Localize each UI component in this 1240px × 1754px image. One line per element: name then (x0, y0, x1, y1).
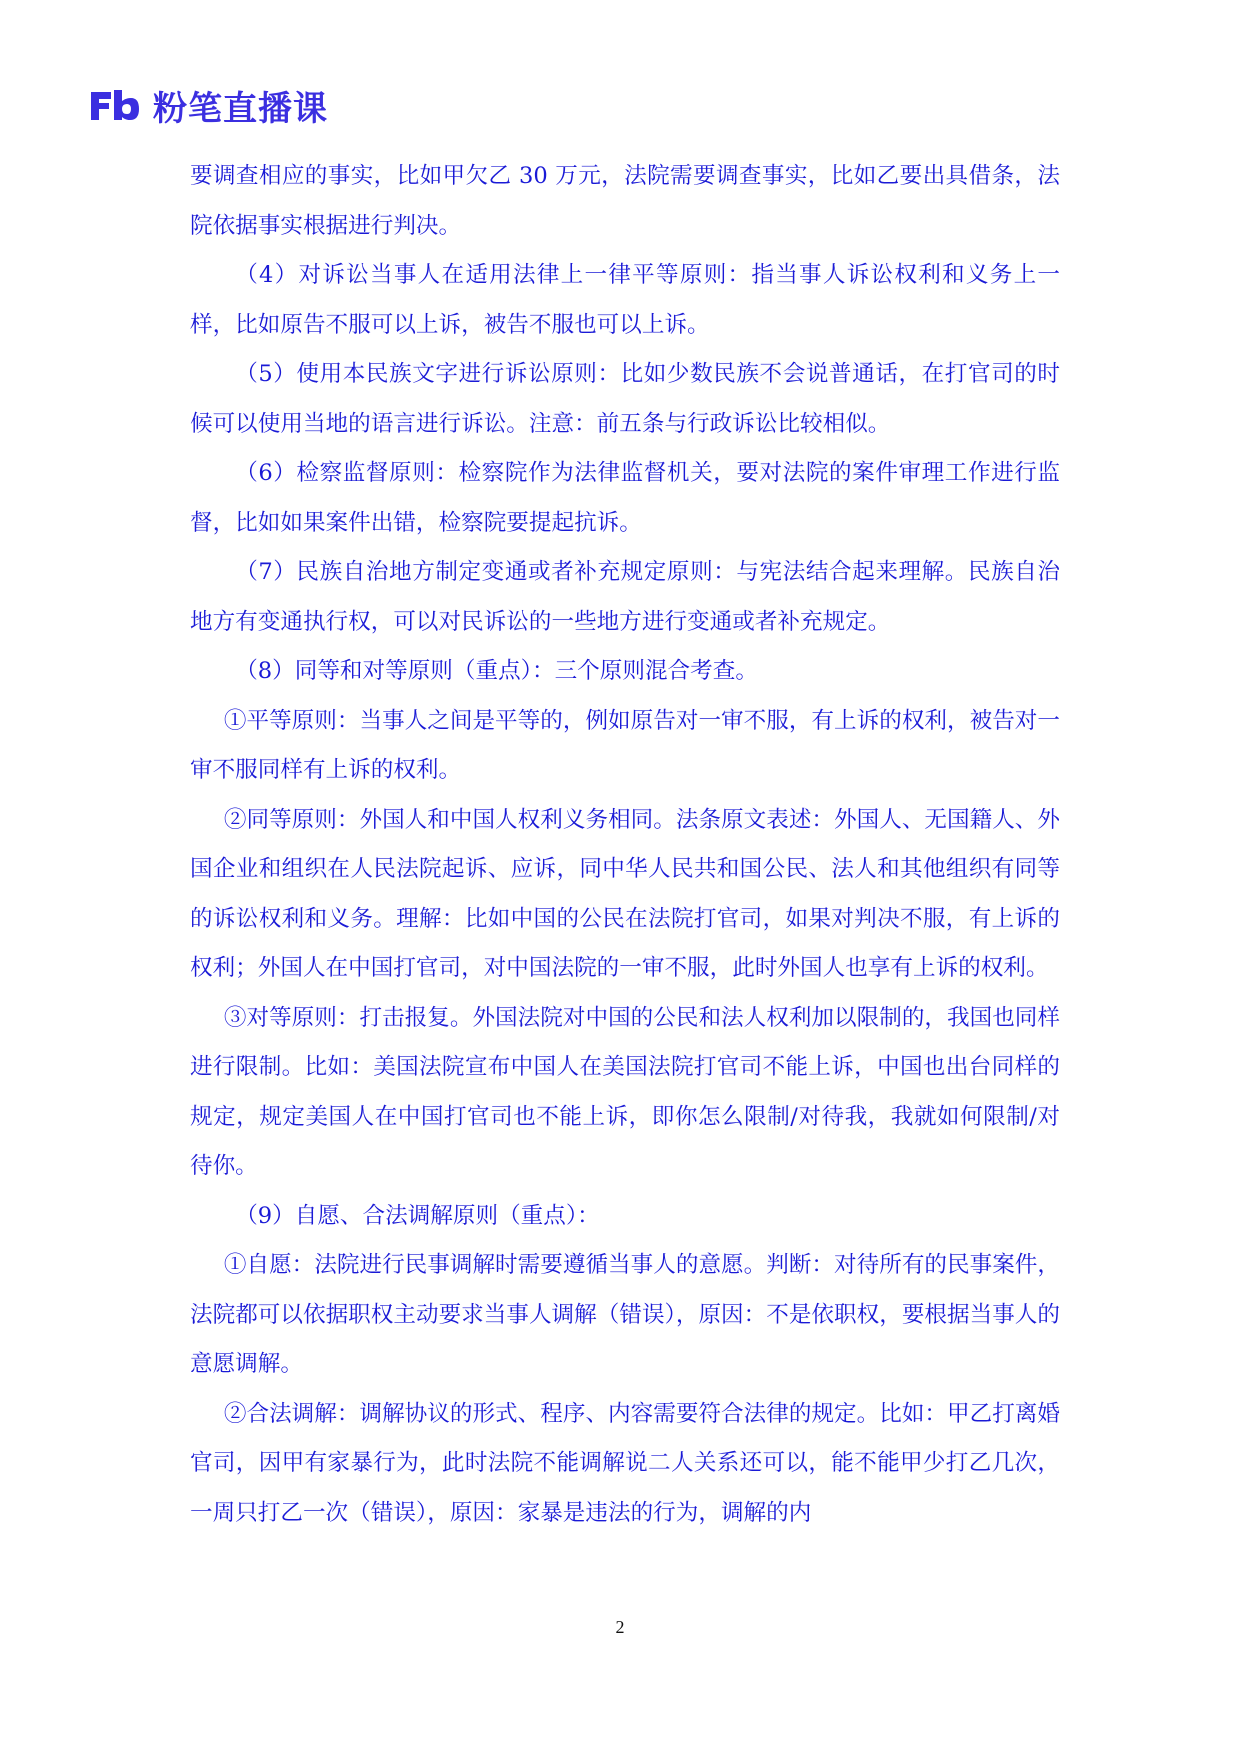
paragraph: ②同等原则：外国人和中国人权利义务相同。法条原文表述：外国人、无国籍人、外国企业和组织在人民法院起诉、应诉，同中华人民共和国公民、法人和其他组织有同等的诉讼权利和义务。理解：比如中国的公民在法院打官司，如果对判决不服，有上诉的权利；外国人在中国打官司，对中国法院的一审不服，此时外国人也享有上诉的权利。 (190, 806, 1060, 981)
paragraph: （8）同等和对等原则（重点）：三个原则混合考查。 (235, 658, 758, 684)
paragraph: ③对等原则：打击报复。外国法院对中国的公民和法人权利加以限制的，我国也同样进行限制。比如：美国法院宣布中国人在美国法院打官司不能上诉，中国也出台同样的规定，规定美国人在中国打官司也不能上诉，即你怎么限制/对待我，我就如何限制/对待你。 (190, 1004, 1060, 1179)
paragraph: ①平等原则：当事人之间是平等的，例如原告对一审不服，有上诉的权利，被告对一审不服同样有上诉的权利。 (190, 707, 1060, 783)
paragraph: （9）自愿、合法调解原则（重点）： (235, 1202, 600, 1229)
paragraph: （6）检察监督原则：检察院作为法律监督机关，要对法院的案件审理工作进行监督，比如如果案件出错，检察院要提起抗诉。 (190, 460, 1060, 536)
paragraph: 要调查相应的事实，比如甲欠乙 30 万元，法院需要调查事实，比如乙要出具借条，法院依据事实根据进行判决。 (190, 163, 1060, 239)
paragraph: （5）使用本民族文字进行诉讼原则：比如少数民族不会说普通话，在打官司的时候可以使用当地的语言进行诉讼。注意：前五条与行政诉讼比较相似。 (190, 361, 1060, 437)
paragraph: ②合法调解：调解协议的形式、程序、内容需要符合法律的规定。比如：甲乙打离婚官司，因甲有家暴行为，此时法院不能调解说二人关系还可以，能不能甲少打乙几次，一周只打乙一次（错误），原因：家暴是违法的行为，调解的内 (190, 1400, 1060, 1526)
document-body (190, 152, 1060, 1538)
fb-logo-icon (89, 88, 141, 122)
brand-logo (89, 85, 328, 129)
paragraph: （7）民族自治地方制定变通或者补充规定原则：与宪法结合起来理解。民族自治地方有变通执行权，可以对民诉讼的一些地方进行变通或者补充规定。 (190, 559, 1060, 635)
page-number: 2 (615, 1617, 625, 1637)
paragraph: （4）对诉讼当事人在适用法律上一律平等原则：指当事人诉讼权利和义务上一样，比如原告不服可以上诉，被告不服也可以上诉。 (190, 262, 1060, 338)
logo-text: 粉笔直播课 (153, 88, 328, 129)
paragraph: ①自愿：法院进行民事调解时需要遵循当事人的意愿。判断：对待所有的民事案件，法院都可以依据职权主动要求当事人调解（错误），原因：不是依职权，要根据当事人的意愿调解。 (190, 1252, 1060, 1377)
